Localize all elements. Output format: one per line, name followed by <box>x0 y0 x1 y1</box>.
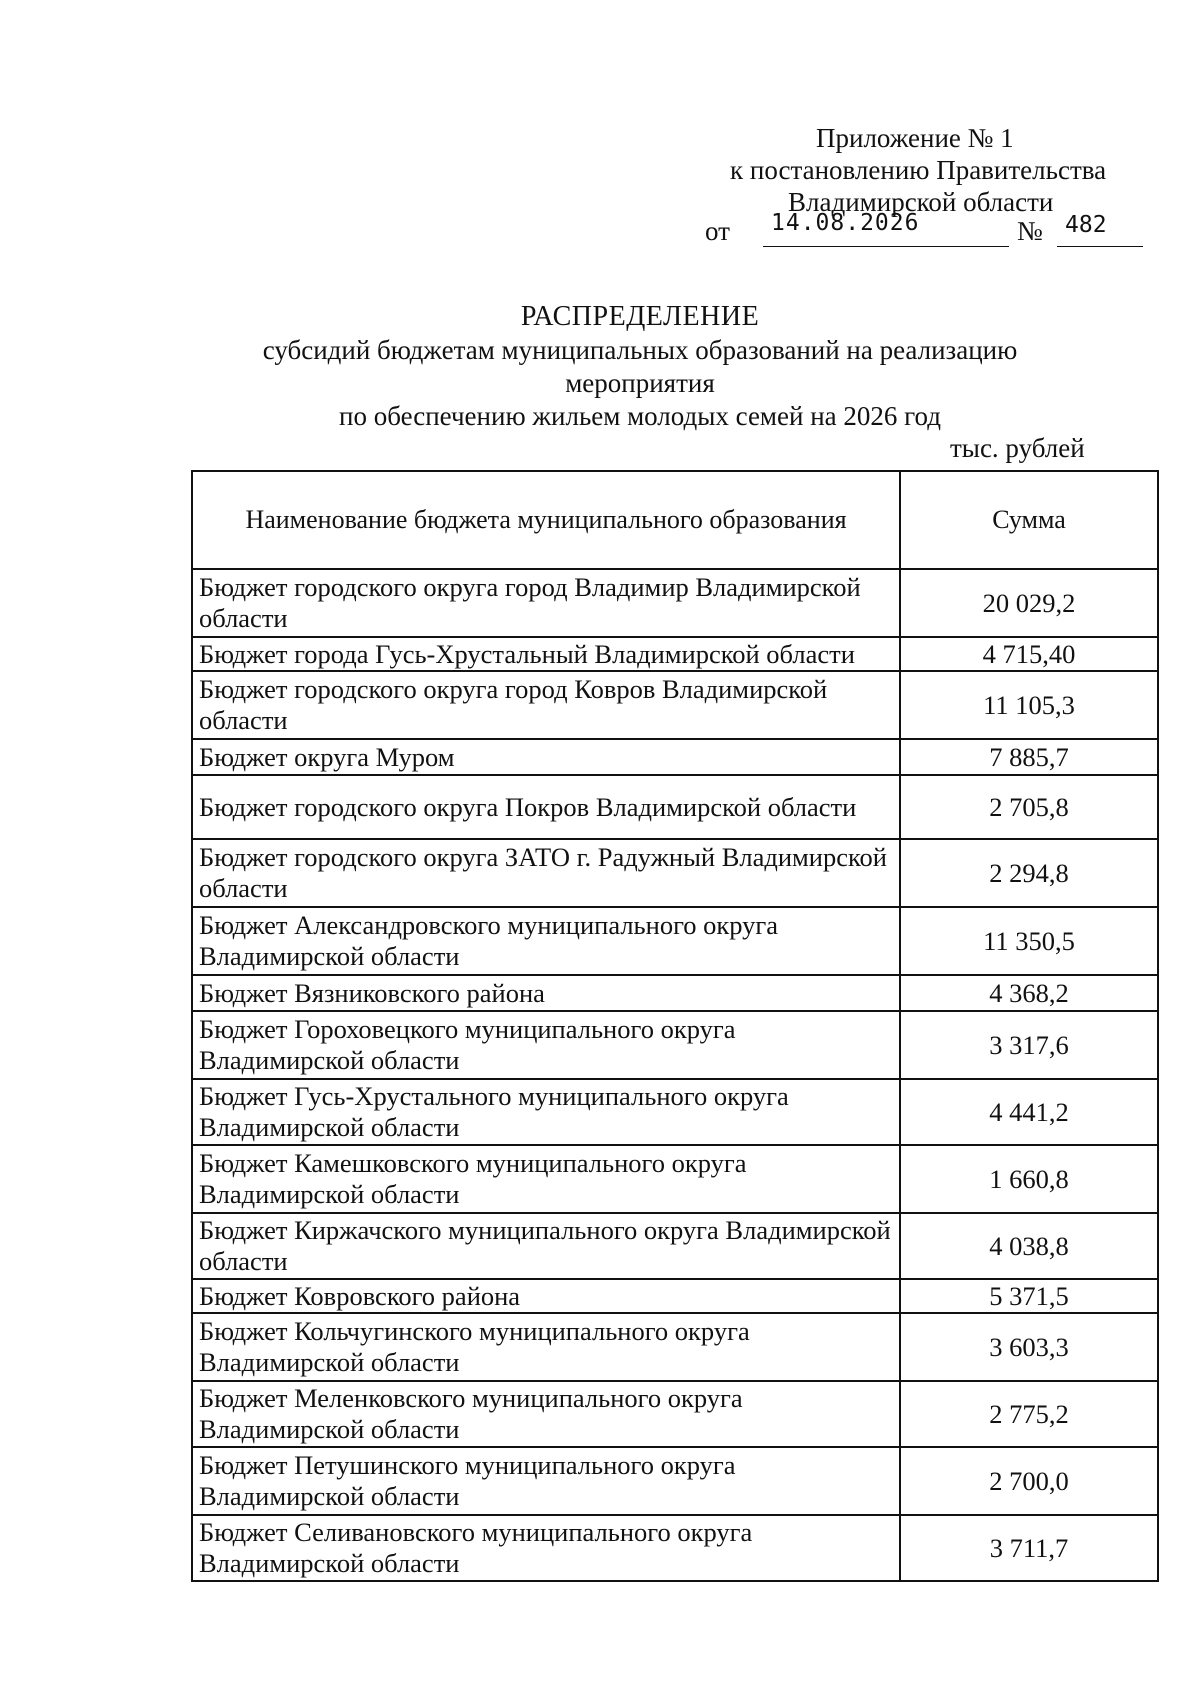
row-name: Бюджет Ковровского района <box>192 1279 900 1313</box>
header-sum: Сумма <box>900 471 1158 569</box>
row-name: Бюджет городского округа город Ковров Владимирской области <box>192 671 900 739</box>
document-title: РАСПРЕДЕЛЕНИЕ <box>520 301 760 332</box>
table-row <box>192 839 1158 907</box>
table-row <box>192 637 1158 671</box>
table-row <box>192 1079 1158 1145</box>
document-subtitle-line-2: по обеспечению жильем молодых семей на 2026 год <box>339 401 941 431</box>
row-sum: 3 317,6 <box>900 1011 1158 1079</box>
table-row <box>192 1279 1158 1313</box>
row-sum: 20 029,2 <box>900 569 1158 637</box>
date-prefix: от <box>705 216 730 246</box>
table-row <box>192 975 1158 1011</box>
table-row <box>192 907 1158 975</box>
row-sum: 2 294,8 <box>900 839 1158 907</box>
row-name: Бюджет Киржачского муниципального округа Владимирской области <box>192 1213 900 1279</box>
appendix-line-2: к постановлению Правительства <box>730 155 1107 185</box>
row-name: Бюджет Кольчугинского муниципального округа Владимирской области <box>192 1313 900 1381</box>
row-name: Бюджет Гороховецкого муниципального округа Владимирской области <box>192 1011 900 1079</box>
appendix-line-3: Владимирской области <box>788 187 1054 217</box>
row-name: Бюджет городского округа город Владимир Владимирской области <box>192 569 900 637</box>
decree-date: 14.08.2026 <box>771 210 920 236</box>
row-name: Бюджет Камешковского муниципального округа Владимирской области <box>192 1145 900 1213</box>
row-name: Бюджет Гусь-Хрустального муниципального округа Владимирской области <box>192 1079 900 1145</box>
row-name: Бюджет городского округа ЗАТО г. Радужный Владимирской области <box>192 839 900 907</box>
row-name: Бюджет Александровского муниципального округа Владимирской области <box>192 907 900 975</box>
table-row <box>192 1145 1158 1213</box>
row-sum: 5 371,5 <box>900 1279 1158 1313</box>
row-name: Бюджет городского округа Покров Владимирской области <box>192 775 900 839</box>
row-name: Бюджет Селивановского муниципального округа Владимирской области <box>192 1515 900 1581</box>
header-name: Наименование бюджета муниципального образования <box>192 471 900 569</box>
table-row <box>192 775 1158 839</box>
table-row <box>192 671 1158 739</box>
row-sum: 4 441,2 <box>900 1079 1158 1145</box>
row-sum: 2 775,2 <box>900 1381 1158 1447</box>
row-name: Бюджет Меленковского муниципального округа Владимирской области <box>192 1381 900 1447</box>
decree-date-line <box>705 210 1145 250</box>
row-sum: 2 705,8 <box>900 775 1158 839</box>
row-sum: 3 603,3 <box>900 1313 1158 1381</box>
table-row <box>192 1011 1158 1079</box>
row-sum: 2 700,0 <box>900 1447 1158 1515</box>
table-row <box>192 1381 1158 1447</box>
table-row <box>192 1313 1158 1381</box>
appendix-line-1: Приложение № 1 <box>816 123 1014 153</box>
number-underline <box>1057 210 1143 247</box>
decree-number: 482 <box>1065 212 1107 238</box>
table-header-row <box>192 471 1158 569</box>
distribution-table <box>191 470 1159 1582</box>
row-sum: 1 660,8 <box>900 1145 1158 1213</box>
row-name: Бюджет города Гусь-Хрустальный Владимирской области <box>192 637 900 671</box>
row-sum: 11 350,5 <box>900 907 1158 975</box>
row-name: Бюджет округа Муром <box>192 739 900 775</box>
table-row <box>192 1447 1158 1515</box>
number-prefix: № <box>1017 216 1043 246</box>
row-sum: 3 711,7 <box>900 1515 1158 1581</box>
date-underline <box>763 210 1009 247</box>
table-row <box>192 1515 1158 1581</box>
row-sum: 4 038,8 <box>900 1213 1158 1279</box>
row-name: Бюджет Вязниковского района <box>192 975 900 1011</box>
row-name: Бюджет Петушинского муниципального округа Владимирской области <box>192 1447 900 1515</box>
table-row <box>192 569 1158 637</box>
document-heading <box>190 300 1090 433</box>
unit-label: тыс. рублей <box>950 433 1085 463</box>
row-sum: 7 885,7 <box>900 739 1158 775</box>
row-sum: 11 105,3 <box>900 671 1158 739</box>
document-subtitle-line-1: субсидий бюджетам муниципальных образований на реализацию мероприятия <box>262 335 1018 398</box>
table-row <box>192 1213 1158 1279</box>
row-sum: 4 715,40 <box>900 637 1158 671</box>
row-sum: 4 368,2 <box>900 975 1158 1011</box>
table-row <box>192 739 1158 775</box>
